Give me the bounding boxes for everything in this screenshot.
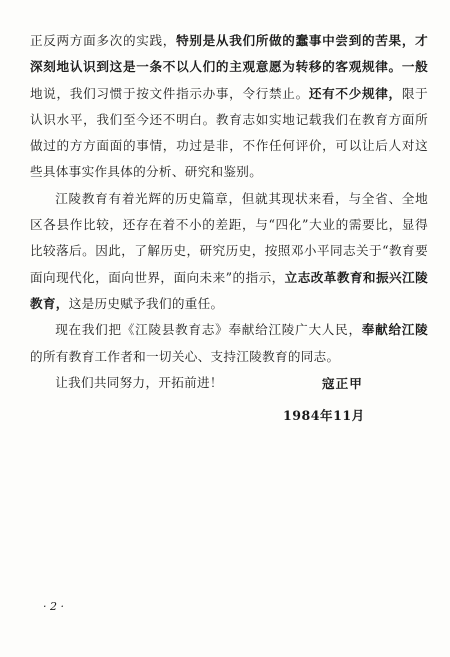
paragraph-text: 的所有教育工作者和一切关心、支持江陵教育的同志。: [30, 348, 340, 364]
paragraph-2: [30, 186, 428, 317]
paragraph-3: [30, 317, 428, 370]
emphasized-text: 奉献给江陵: [361, 322, 428, 338]
emphasized-text: 特别是从我们所做的蠢事中尝到的苦果，才深刻地认识到这是一条不以人们的主观意愿为转移的客观规律。一般: [30, 33, 428, 75]
paragraph-text: 让我们共同努力，开拓前进！: [55, 374, 223, 390]
author-signature: 寇正甲: [322, 376, 363, 391]
paragraph-text: 正反两方面多次的实践，: [30, 33, 177, 48]
paragraph-text: 限于认识水平，我们至今还不明白。教育志如实地记载我们在教育方面所做过的方方面面的事情，功过是非，不作任何评价，可以让后人对这些具体事实作具体的分析、研究和鉴别。: [30, 85, 428, 180]
document-body: [30, 28, 428, 396]
paragraph-text: 江陵教育有着光辉的历史篇章，但就其现状来看，与全省、全地区各县作比较，还存在着不小的差距，与“四化”大业的需要比，显得比较落后。因此，了解历史，研究历史，按照邓小平同志关于“教育要面向现代化，面向世界，面向未来”的指示，: [30, 190, 428, 285]
page-number: · 2 ·: [43, 600, 64, 613]
paragraph-text: 现在我们把《江陵县教育志》奉献给江陵广大人民，: [55, 322, 362, 338]
paragraph-1: [30, 28, 428, 186]
emphasized-text: 还有不少规律，: [308, 85, 402, 101]
paragraph-4: [30, 370, 428, 396]
paragraph-text: 这是历史赋予我们的重任。: [68, 295, 224, 311]
emphasized-text: 立志改革教育和振兴江陵教育，: [30, 269, 428, 311]
document-date: 1984年11月: [283, 408, 365, 423]
paragraph-text: 地说，我们习惯于按文件指示办事，令行禁止。: [30, 85, 309, 101]
